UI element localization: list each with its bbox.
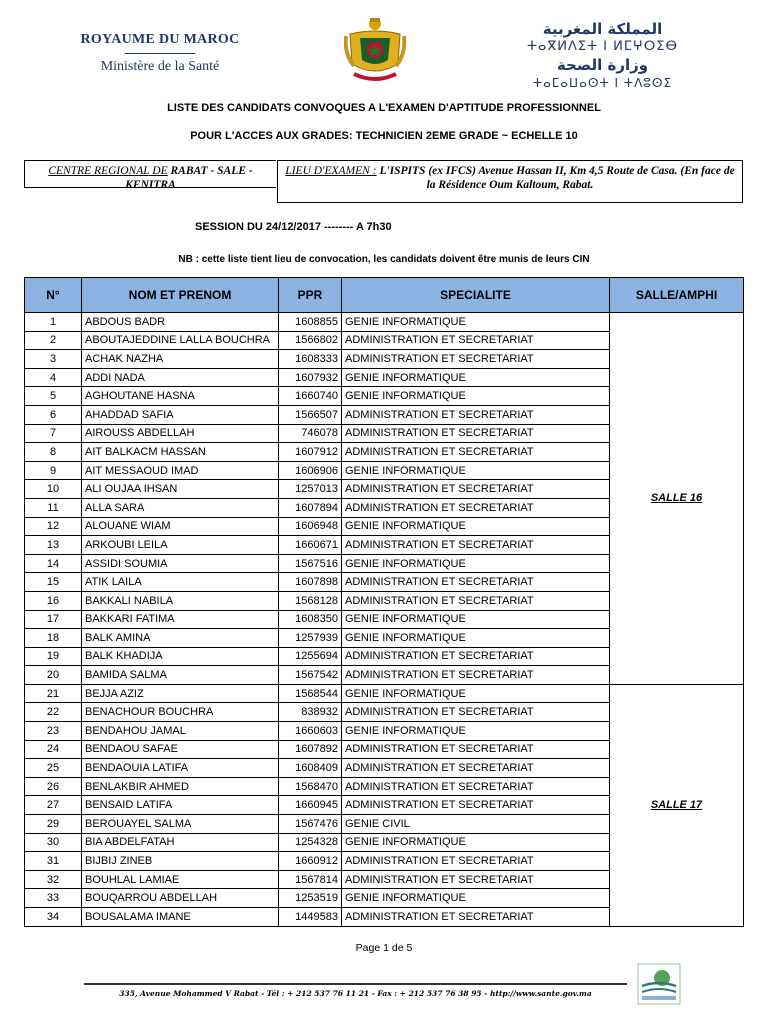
cell-number: 25 [25, 759, 82, 778]
cell-number: 31 [25, 852, 82, 871]
cell-ppr: 1567814 [279, 870, 342, 889]
cell-name: BEJJA AZIZ [82, 684, 279, 703]
table-row [25, 313, 744, 332]
cell-specialite: GENIE INFORMATIQUE [342, 554, 610, 573]
cell-name: BAKKALI NABILA [82, 591, 279, 610]
lieu-value: L'ISPITS (ex IFCS) Avenue Hassan II, Km 4,5 Route de Casa. (En face de la Résidence Oum Kaltoum, Rabat. [379, 165, 735, 191]
cell-specialite: ADMINISTRATION ET SECRETARIAT [342, 536, 610, 555]
cell-ppr: 1566507 [279, 405, 342, 424]
cell-number: 4 [25, 368, 82, 387]
cell-ppr: 1607898 [279, 573, 342, 592]
cell-name: AHADDAD SAFIA [82, 405, 279, 424]
cell-name: ABDOUS BADR [82, 313, 279, 332]
cell-ppr: 1660945 [279, 796, 342, 815]
cell-ppr: 1607932 [279, 368, 342, 387]
footer-address: 335, Avenue Mohammed V Rabat - Tél : + 212 537 76 11 21 - Fax : + 212 537 76 38 95 - http://www.sante.gov.ma [119, 989, 592, 998]
column-header-name: NOM ET PRENOM [82, 278, 279, 313]
cell-specialite: ADMINISTRATION ET SECRETARIAT [342, 852, 610, 871]
cell-salle: SALLE 17 [610, 684, 744, 926]
lieu-box [277, 160, 743, 203]
cell-name: BENDAHOU JAMAL [82, 722, 279, 741]
cell-name: ACHAK NAZHA [82, 350, 279, 369]
cell-number: 3 [25, 350, 82, 369]
cell-name: ARKOUBI LEILA [82, 536, 279, 555]
cell-name: BENLAKBIR AHMED [82, 777, 279, 796]
centre-value: RABAT - SALE - KENITRA [125, 165, 253, 191]
kingdom-title-tf: ⵜⴰⴳⵍⴷⵉⵜ ⵏ ⵍⵎⵖⵔⵉⴱ [526, 39, 679, 54]
cell-name: BAMIDA SALMA [82, 666, 279, 685]
cell-ppr: 1568128 [279, 591, 342, 610]
cell-name: ABOUTAJEDDINE LALLA BOUCHRA [82, 331, 279, 350]
cell-ppr: 1568544 [279, 684, 342, 703]
cell-number: 16 [25, 591, 82, 610]
header-left [40, 32, 280, 75]
cell-specialite: ADMINISTRATION ET SECRETARIAT [342, 796, 610, 815]
ministry-title-fr: Ministère de la Santé [100, 59, 220, 74]
cell-specialite: GENIE INFORMATIQUE [342, 722, 610, 741]
cell-number: 21 [25, 684, 82, 703]
cell-ppr: 1257939 [279, 629, 342, 648]
table-row [25, 684, 744, 703]
cell-specialite: ADMINISTRATION ET SECRETARIAT [342, 405, 610, 424]
cell-ppr: 1568470 [279, 777, 342, 796]
cell-ppr: 1257013 [279, 480, 342, 499]
cell-number: 10 [25, 480, 82, 499]
cell-specialite: ADMINISTRATION ET SECRETARIAT [342, 350, 610, 369]
cell-number: 7 [25, 424, 82, 443]
column-header-specialite: SPECIALITE [342, 278, 610, 313]
cell-name: ALOUANE WIAM [82, 517, 279, 536]
cell-name: ATIK LAILA [82, 573, 279, 592]
cell-specialite: ADMINISTRATION ET SECRETARIAT [342, 591, 610, 610]
cell-number: 15 [25, 573, 82, 592]
cell-name: AGHOUTANE HASNA [82, 387, 279, 406]
cell-name: BIJBIJ ZINEB [82, 852, 279, 871]
header-right [505, 20, 700, 92]
cell-ppr: 1254328 [279, 833, 342, 852]
cell-ppr: 1449583 [279, 908, 342, 927]
cell-specialite: ADMINISTRATION ET SECRETARIAT [342, 777, 610, 796]
cell-specialite: ADMINISTRATION ET SECRETARIAT [342, 573, 610, 592]
cell-specialite: GENIE INFORMATIQUE [342, 517, 610, 536]
cell-number: 20 [25, 666, 82, 685]
column-header-number: N° [25, 278, 82, 313]
cell-ppr: 1660740 [279, 387, 342, 406]
cell-number: 1 [25, 313, 82, 332]
cell-number: 8 [25, 443, 82, 462]
document-subtitle: POUR L'ACCES AUX GRADES: TECHNICIEN 2EME GRADE ~ ECHELLE 10 [190, 130, 578, 142]
cell-number: 33 [25, 889, 82, 908]
cell-number: 30 [25, 833, 82, 852]
cell-specialite: ADMINISTRATION ET SECRETARIAT [342, 498, 610, 517]
cell-ppr: 1608333 [279, 350, 342, 369]
cell-specialite: GENIE INFORMATIQUE [342, 368, 610, 387]
cell-name: BENDAOUIA LATIFA [82, 759, 279, 778]
cell-ppr: 1606906 [279, 461, 342, 480]
cell-ppr: 746078 [279, 424, 342, 443]
cell-name: BOUSALAMA IMANE [82, 908, 279, 927]
kingdom-title-fr: ROYAUME DU MAROC [80, 32, 240, 47]
cell-ppr: 1608409 [279, 759, 342, 778]
cell-specialite: ADMINISTRATION ET SECRETARIAT [342, 759, 610, 778]
cell-specialite: GENIE INFORMATIQUE [342, 889, 610, 908]
lieu-label: LIEU D'EXAMEN : [285, 165, 377, 177]
cell-number: 5 [25, 387, 82, 406]
cell-specialite: GENIE CIVIL [342, 815, 610, 834]
ministry-logo-icon [636, 962, 682, 1006]
cell-name: ADDI NADA [82, 368, 279, 387]
cell-specialite: GENIE INFORMATIQUE [342, 313, 610, 332]
cell-ppr: 1567516 [279, 554, 342, 573]
cell-ppr: 1566802 [279, 331, 342, 350]
cell-number: 29 [25, 815, 82, 834]
cell-name: BALK KHADIJA [82, 647, 279, 666]
cell-number: 11 [25, 498, 82, 517]
cell-number: 2 [25, 331, 82, 350]
cell-ppr: 1607894 [279, 498, 342, 517]
cell-specialite: GENIE INFORMATIQUE [342, 387, 610, 406]
cell-ppr: 1567542 [279, 666, 342, 685]
cell-number: 23 [25, 722, 82, 741]
cell-name: ALI OUJAA IHSAN [82, 480, 279, 499]
cell-number: 18 [25, 629, 82, 648]
cell-number: 27 [25, 796, 82, 815]
cell-number: 32 [25, 870, 82, 889]
cell-name: BEROUAYEL SALMA [82, 815, 279, 834]
column-header-ppr: PPR [279, 278, 342, 313]
session-date: SESSION DU 24/12/2017 -------- A 7h30 [195, 221, 392, 233]
cell-specialite: ADMINISTRATION ET SECRETARIAT [342, 740, 610, 759]
cell-number: 17 [25, 610, 82, 629]
cell-name: ASSIDI SOUMIA [82, 554, 279, 573]
cell-specialite: ADMINISTRATION ET SECRETARIAT [342, 870, 610, 889]
cell-name: BOUHLAL LAMIAE [82, 870, 279, 889]
ministry-title-ar: وزارة الصحة [556, 56, 649, 74]
cell-name: BENSAID LATIFA [82, 796, 279, 815]
cell-name: BIA ABDELFATAH [82, 833, 279, 852]
cell-ppr: 1607912 [279, 443, 342, 462]
cell-ppr: 838932 [279, 703, 342, 722]
cell-number: 13 [25, 536, 82, 555]
header-divider [125, 53, 195, 54]
nb-note: NB : cette liste tient lieu de convocation, les candidats doivent être munis de leurs CIN [178, 254, 590, 265]
cell-specialite: GENIE INFORMATIQUE [342, 610, 610, 629]
document-title: LISTE DES CANDIDATS CONVOQUES A L'EXAMEN D'APTITUDE PROFESSIONNEL [167, 102, 601, 114]
cell-ppr: 1660671 [279, 536, 342, 555]
cell-ppr: 1606948 [279, 517, 342, 536]
cell-specialite: GENIE INFORMATIQUE [342, 461, 610, 480]
column-header-salle: SALLE/AMPHI [610, 278, 744, 313]
cell-ppr: 1567476 [279, 815, 342, 834]
cell-name: AIT MESSAOUD IMAD [82, 461, 279, 480]
cell-number: 24 [25, 740, 82, 759]
cell-ppr: 1255694 [279, 647, 342, 666]
cell-number: 34 [25, 908, 82, 927]
centre-box [24, 160, 276, 191]
cell-specialite: GENIE INFORMATIQUE [342, 684, 610, 703]
cell-number: 9 [25, 461, 82, 480]
cell-ppr: 1253519 [279, 889, 342, 908]
cell-specialite: ADMINISTRATION ET SECRETARIAT [342, 647, 610, 666]
cell-specialite: ADMINISTRATION ET SECRETARIAT [342, 908, 610, 927]
cell-number: 12 [25, 517, 82, 536]
centre-label: CENTRE REGIONAL DE [48, 165, 168, 177]
cell-specialite: ADMINISTRATION ET SECRETARIAT [342, 443, 610, 462]
cell-name: BAKKARI FATIMA [82, 610, 279, 629]
footer-divider [84, 983, 627, 985]
cell-salle: SALLE 16 [610, 313, 744, 685]
cell-ppr: 1607892 [279, 740, 342, 759]
cell-specialite: ADMINISTRATION ET SECRETARIAT [342, 703, 610, 722]
cell-specialite: ADMINISTRATION ET SECRETARIAT [342, 424, 610, 443]
cell-number: 22 [25, 703, 82, 722]
cell-name: BALK AMINA [82, 629, 279, 648]
cell-name: BENDAOU SAFAE [82, 740, 279, 759]
coat-of-arms-icon [344, 14, 406, 86]
cell-name: AIT BALKACM HASSAN [82, 443, 279, 462]
cell-specialite: GENIE INFORMATIQUE [342, 833, 610, 852]
candidates-table [24, 277, 744, 927]
cell-ppr: 1608350 [279, 610, 342, 629]
table-header-row [25, 278, 744, 313]
cell-name: ALLA SARA [82, 498, 279, 517]
cell-number: 14 [25, 554, 82, 573]
ministry-title-tf: ⵜⴰⵎⴰⵡⴰⵙⵜ ⵏ ⵜⴷⵓⵙⵉ [532, 76, 673, 90]
cell-name: BENACHOUR BOUCHRA [82, 703, 279, 722]
cell-ppr: 1660912 [279, 852, 342, 871]
cell-specialite: ADMINISTRATION ET SECRETARIAT [342, 331, 610, 350]
kingdom-title-ar: المملكة المغربية [542, 20, 663, 38]
cell-ppr: 1660603 [279, 722, 342, 741]
cell-specialite: ADMINISTRATION ET SECRETARIAT [342, 480, 610, 499]
cell-number: 26 [25, 777, 82, 796]
page-number: Page 1 de 5 [355, 942, 413, 954]
cell-number: 19 [25, 647, 82, 666]
cell-ppr: 1608855 [279, 313, 342, 332]
cell-specialite: GENIE INFORMATIQUE [342, 629, 610, 648]
cell-name: AIROUSS ABDELLAH [82, 424, 279, 443]
cell-specialite: ADMINISTRATION ET SECRETARIAT [342, 666, 610, 685]
cell-number: 6 [25, 405, 82, 424]
cell-name: BOUQARROU ABDELLAH [82, 889, 279, 908]
